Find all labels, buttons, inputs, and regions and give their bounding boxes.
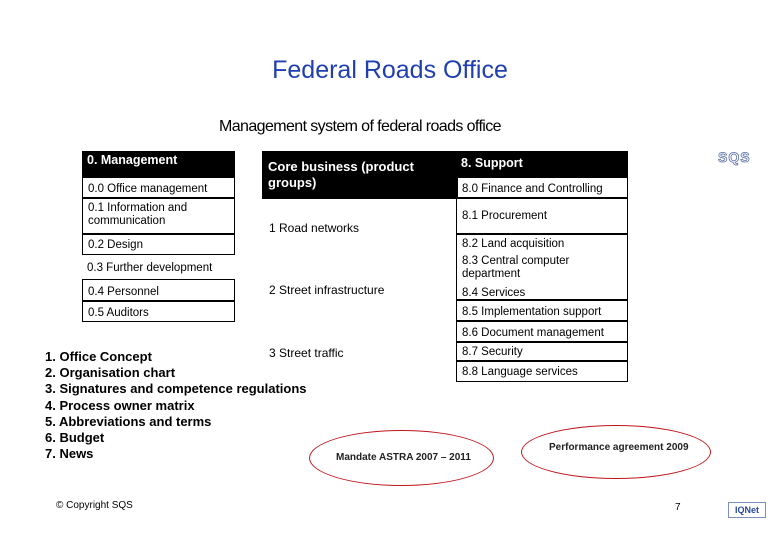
- list-item: 6. Budget: [45, 430, 105, 446]
- support-item: 8.5 Implementation support: [456, 300, 628, 321]
- support-item: 8.3 Central computer department: [462, 255, 570, 280]
- list-item: 2. Organisation chart: [45, 365, 176, 381]
- management-item: 0.0 Office management: [82, 177, 235, 198]
- mandate-text: Mandate ASTRA 2007 – 2011: [336, 452, 471, 463]
- management-item: 0.1 Information and communication: [82, 198, 235, 234]
- management-item: 0.2 Design: [82, 234, 235, 255]
- support-item: 8.4 Services: [462, 287, 526, 299]
- core-item: 1 Road networks: [269, 221, 360, 235]
- management-item: 0.4 Personnel: [82, 279, 235, 301]
- list-item: 3. Signatures and competence regulations: [45, 381, 307, 397]
- copyright: © Copyright SQS: [56, 500, 133, 511]
- iqnet-logo: IQNet: [728, 502, 766, 518]
- list-item: 5. Abbreviations and terms: [45, 413, 212, 429]
- support-item: 8.1 Procurement: [456, 198, 628, 234]
- page-number: 7: [675, 502, 681, 513]
- management-item: 0.5 Auditors: [82, 301, 235, 322]
- sqs-logo: SQS: [718, 149, 751, 165]
- page-title: Federal Roads Office: [272, 56, 508, 84]
- support-item: 8.7 Security: [456, 342, 628, 361]
- support-item: 8.0 Finance and Controlling: [456, 177, 628, 198]
- support-item-group: [456, 234, 628, 300]
- core-item: 3 Street traffic: [269, 346, 344, 360]
- list-item: 4. Process owner matrix: [45, 397, 195, 413]
- document-list: [45, 349, 307, 462]
- support-header: 8. Support: [456, 151, 628, 177]
- core-item: 2 Street infrastructure: [269, 283, 385, 297]
- core-header: Core business (product groups): [262, 151, 458, 199]
- diagram-subtitle: Management system of federal roads office: [219, 118, 501, 135]
- list-item: 7. News: [45, 446, 94, 462]
- performance-text: Performance agreement 2009: [549, 442, 689, 453]
- support-item: 8.6 Document management: [456, 321, 628, 342]
- support-item: 8.2 Land acquisition: [462, 238, 565, 250]
- list-item: 1. Office Concept: [45, 349, 152, 364]
- support-item: 8.8 Language services: [456, 361, 628, 382]
- management-item: 0.3 Further development: [87, 262, 213, 274]
- management-header: 0. Management: [82, 151, 235, 177]
